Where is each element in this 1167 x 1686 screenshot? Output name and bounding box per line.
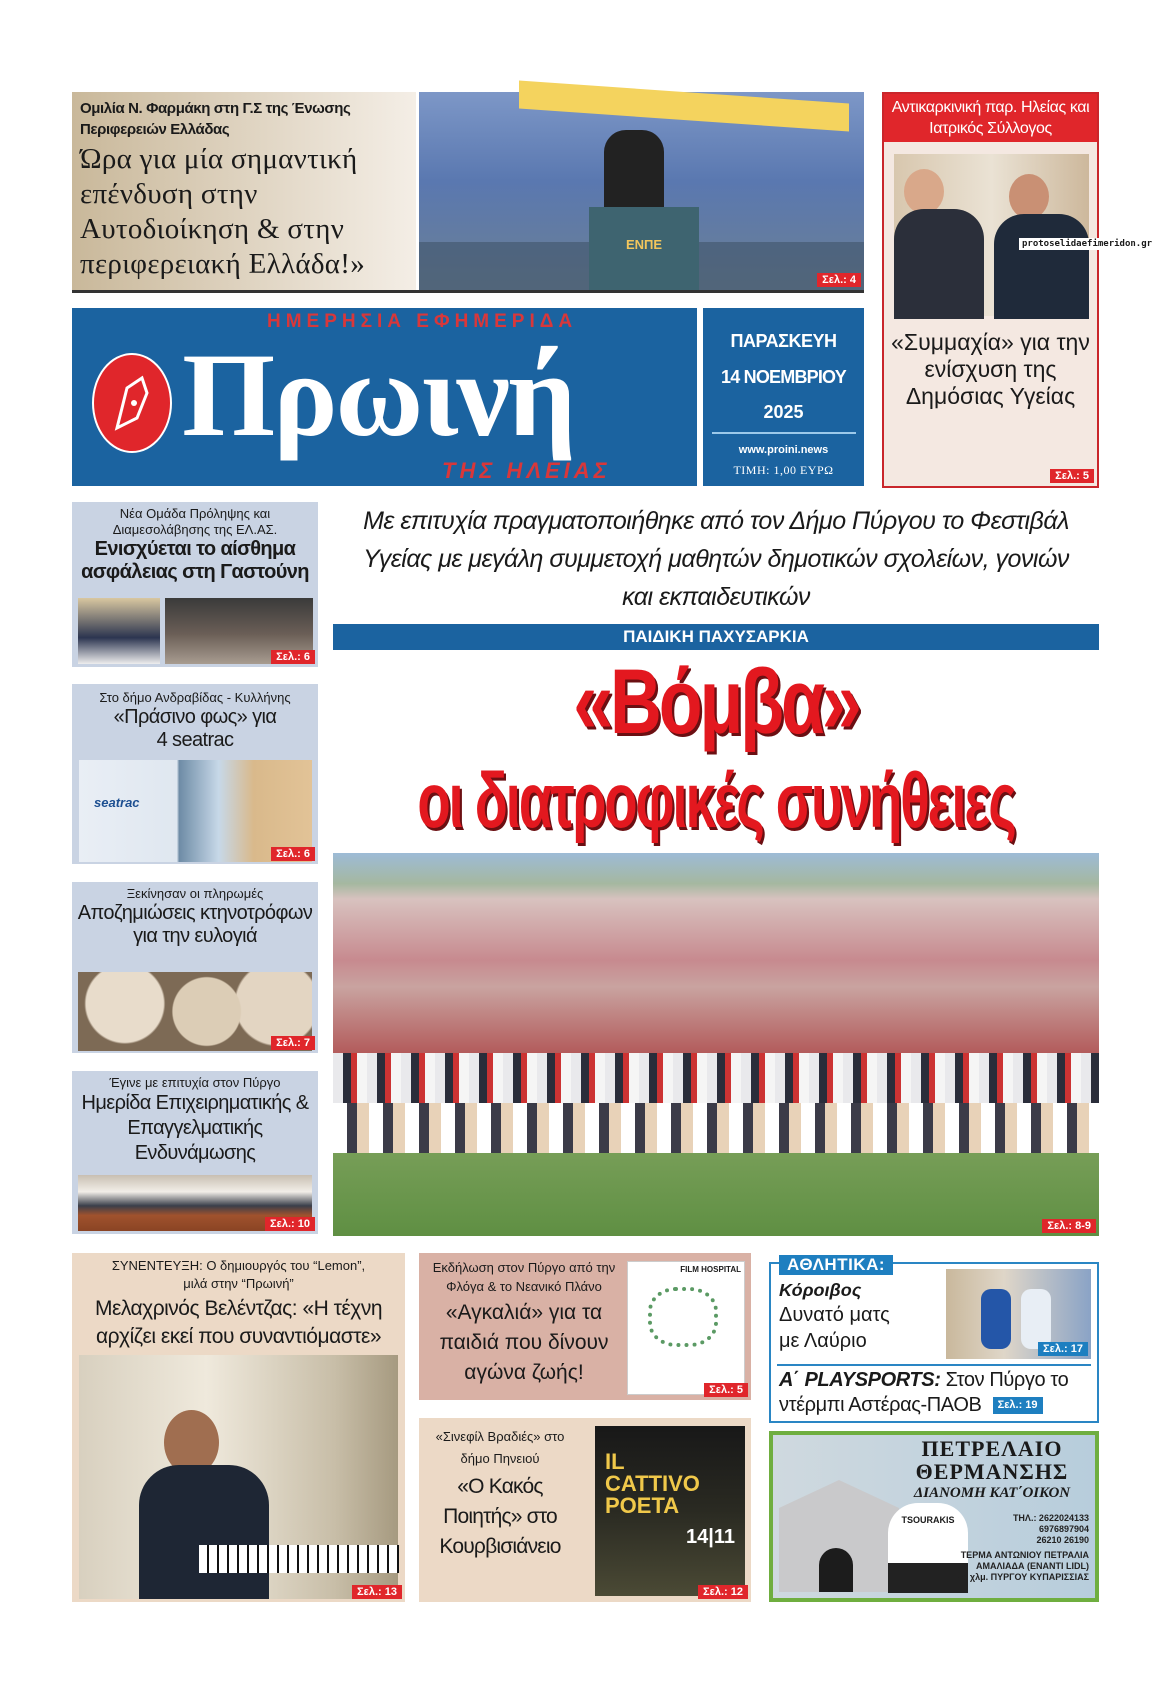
- podium-text: ΕΝΠΕ: [625, 237, 663, 252]
- sports-headline-1: Δυνατό ματς με Λαύριο: [779, 1304, 890, 1352]
- ad-address-1: ΤΕΡΜΑ ΑΝΤΩΝΙΟΥ ΠΕΤΡΑΛΙΑ: [960, 1550, 1089, 1560]
- story-headline: «Αγκαλιά» για τα παιδιά που δίνουν αγώνα ζωής!: [439, 1301, 609, 1384]
- right-story-header: Αντικαρκινική παρ. Ηλείας και Ιατρικός Σύλλογος: [884, 94, 1097, 142]
- page-ref: Σελ.: 5: [704, 1383, 748, 1397]
- story-headline: «Ο Κακός Ποιητής» στο Κουρβισιάνειο: [439, 1475, 561, 1558]
- masthead-title: Πρωινή: [182, 328, 575, 461]
- ad-title-2: ΘΕΡΜΑΝΣΗΣ: [915, 1459, 1069, 1484]
- house-illustration: [779, 1480, 899, 1592]
- page-ref: Σελ.: 19: [993, 1397, 1043, 1414]
- price: ΤΙΜΗ: 1,00 ΕΥΡΩ: [733, 463, 834, 477]
- top-story-headline: Ώρα για μία σημαντική επένδυση στην Αυτοδιοίκηση & στην περιφερειακή Ελλάδα!»: [80, 143, 366, 280]
- sports-box[interactable]: [769, 1255, 1099, 1423]
- ad-title-1: ΠΕΤΡΕΛΑΙΟ: [921, 1436, 1063, 1461]
- page-ref: Σελ.: 10: [265, 1217, 315, 1231]
- seatrac-label: seatrac: [94, 795, 140, 810]
- top-story-photo: [419, 92, 864, 290]
- issue-day: ΠΑΡΑΣΚΕΥΗ: [730, 331, 837, 351]
- story-kicker: Στο δήμο Ανδραβίδας - Κυλλήνης: [99, 690, 291, 705]
- ad-sub-1: ΔΙΑΝΟΜΗ: [913, 1485, 986, 1501]
- left-story-1[interactable]: [72, 502, 318, 667]
- interview-story[interactable]: [72, 1253, 405, 1602]
- tagline-bottom: ΤΗΣ ΗΛΕΙΑΣ: [442, 458, 611, 483]
- tagline-top: ΗΜΕΡΗΣΙΑ ΕΦΗΜΕΡΙΔΑ: [267, 311, 578, 332]
- ad-sub-2: ΚΑΤ΄ΟΙΚΟΝ: [989, 1485, 1071, 1501]
- section-bar: ΠΑΙΔΙΚΗ ΠΑΧΥΣΑΡΚΙΑ: [333, 624, 1099, 650]
- right-story-photo: [894, 154, 1153, 316]
- story-kicker: «Σινεφίλ Βραδιές» στο δήμο Πηνειού: [435, 1429, 565, 1466]
- story-headline: «Πράσινο φως» για 4 seatrac: [113, 706, 277, 751]
- poster-date: 14|11: [686, 1526, 735, 1548]
- page-ref: Σελ.: 12: [698, 1585, 748, 1599]
- ad-phone-1: ΤΗΛ.: 2622024133: [1012, 1513, 1089, 1523]
- website-link[interactable]: www.proini.news: [738, 444, 829, 456]
- poster-title: FILM HOSPITAL: [680, 1265, 741, 1274]
- lead-photo[interactable]: [333, 853, 1099, 1236]
- top-story-kicker: Ομιλία Ν. Φαρμάκη στη Γ.Σ της Ένωσης Περιφερειών Ελλάδας: [80, 100, 351, 138]
- movie-poster: [595, 1426, 745, 1596]
- sports-photo: [946, 1269, 1091, 1359]
- masthead-logo[interactable]: [72, 308, 697, 486]
- story-kicker: Εκδήλωση στον Πύργο από την Φλόγα & το Νεανικό Πλάνο: [432, 1260, 616, 1294]
- heating-oil-ad[interactable]: [769, 1431, 1099, 1602]
- page-ref: Σελ.: 4: [817, 273, 861, 287]
- divider: [72, 290, 864, 293]
- story-kicker: Νέα Ομάδα Πρόληψης και Διαμεσολάβησης της ΕΛ.ΑΣ.: [112, 506, 278, 537]
- story-photo: [78, 598, 160, 664]
- story-kicker: ΣΥΝΕΝΤΕΥΞΗ: Ο δημιουργός του “Lemon”, μιλά στην “Πρωινή”: [111, 1258, 366, 1291]
- lead-subhead: Με επιτυχία πραγματοποιήθηκε από τον Δήμο Πύργου το Φεστιβάλ Υγείας με μεγάλη συμμετοχή μαθητών δημοτικών σχολείων, γονιών και εκπαιδευτικών: [363, 507, 1069, 611]
- page-ref: Σελ.: 5: [1050, 469, 1094, 483]
- sports-kicker-1: Κόροιβος: [779, 1280, 862, 1300]
- left-story-3[interactable]: [72, 882, 318, 1053]
- left-story-4[interactable]: [72, 1071, 318, 1234]
- story-kicker: Ξεκίνησαν οι πληρωμές: [126, 886, 264, 901]
- story-headline: Ενισχύεται το αίσθημα ασφάλειας στη Γαστούνη: [81, 538, 309, 583]
- top-story[interactable]: [72, 92, 416, 290]
- watermark: protoselidaefimeridon.gr: [1019, 238, 1155, 250]
- issue-date: 14 ΝΟΕΜΒΡΙΟΥ: [721, 367, 846, 387]
- event-poster: [627, 1261, 745, 1395]
- page-ref: Σελ.: 7: [271, 1036, 315, 1050]
- issue-year: 2025: [763, 402, 804, 422]
- story-headline: Αποζημιώσεις κτηνοτρόφων για την ευλογιά: [77, 902, 313, 947]
- date-box: [703, 308, 864, 486]
- right-story[interactable]: [882, 92, 1153, 488]
- page-ref: Σελ.: 13: [352, 1585, 402, 1599]
- ad-brand: TSOURAKIS: [901, 1515, 955, 1525]
- story-kicker: Έγινε με επιτυχία στον Πύργο: [109, 1075, 281, 1090]
- lead-headline-1[interactable]: «Βόμβα»: [573, 651, 859, 753]
- podium: [589, 207, 699, 290]
- right-story-headline: «Συμμαχία» για την ενίσχυση της Δημόσιας Υγείας: [891, 329, 1090, 409]
- ad-address-3: 2ο χλμ. ΠΥΡΓΟΥ ΚΥΠΑΡΙΣΣΙΑΣ: [956, 1572, 1089, 1582]
- ad-phone-3: 26210 26190: [1036, 1535, 1089, 1545]
- left-story-2[interactable]: [72, 684, 318, 864]
- sports-kicker-2: Α΄ PLAYSPORTS:: [779, 1369, 941, 1391]
- page-ref: Σελ.: 17: [1038, 1342, 1088, 1356]
- story-headline: Ημερίδα Επιχειρηματικής & Επαγγελματικής Ενδυνάμωσης: [81, 1092, 309, 1164]
- sports-label: ΑΘΛΗΤΙΚΑ:: [779, 1255, 893, 1275]
- story-headline: Μελαχρινός Βελέντζας: «Η τέχνη αρχίζει εκεί που συναντιόμαστε»: [95, 1297, 382, 1348]
- ad-address-2: ΑΜΑΛΙΑΔΑ (ΕΝΑΝΤΙ LIDL): [976, 1561, 1089, 1571]
- page-ref: Σελ.: 6: [271, 847, 315, 861]
- ad-phone-2: 6976897904: [1038, 1524, 1089, 1534]
- page-ref: Σελ.: 6: [271, 650, 315, 664]
- page-ref: Σελ.: 8-9: [1042, 1219, 1096, 1233]
- lead-headline-2[interactable]: οι διατροφικές συνήθειες: [417, 756, 1015, 844]
- story-photo: [79, 1355, 398, 1599]
- hug-story[interactable]: [419, 1253, 751, 1400]
- cinema-story[interactable]: [419, 1418, 751, 1602]
- pen-nib-icon: [92, 353, 172, 453]
- poster-title: IL CATTIVO POETA: [605, 1449, 700, 1518]
- sports-headline-2: Στον Πύργο το ντέρμπι Αστέρας-ΠΑΟΒ: [779, 1369, 1069, 1416]
